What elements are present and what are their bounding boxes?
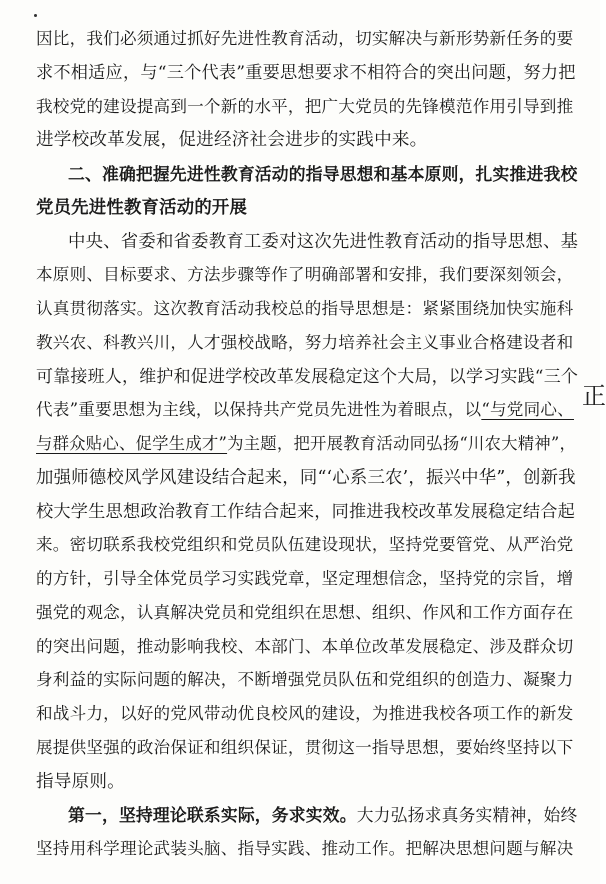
text-line: 强党的观念，认真解决党员和党组织在思想、组织、作风和工作方面存在 [36,603,574,622]
text-line: 坚持用科学理论武装头脑、指导实践、推动工作。把解决思想问题与解决 [36,839,574,858]
text-line: 加强师德校风学风建设结合起来，同“‘心系三农’，振兴中华”，创新我 [36,468,576,488]
text-line-mixed [36,399,574,421]
text-line: 校大学生思想政治教育工作结合起来，同推进我校改革发展稳定结合起 [36,502,576,522]
text-line: 展提供坚强的政治保证和组织保证，贯彻这一指导思想，要始终坚持以下 [36,738,574,757]
text-line: 求不相适应，与“三个代表”重要思想要求不相符合的突出问题，努力把 [36,63,576,83]
principle-heading: 第一，坚持理论联系实际，务求实效。 [68,805,357,825]
text-line: 中央、省委和省委教育工委对这次先进性教育活动的指导思想、基 [68,232,579,252]
text-line-mixed [68,804,577,826]
margin-annotation: 正 [582,382,606,410]
section-heading: 二、准确把握先进性教育活动的指导思想和基本原则，扎实推进我校 [68,164,578,184]
text-line: 我校党的建设提高到一个新的水平，把广大党员的先锋模范作用引导到推 [36,97,574,116]
text-line: 来。密切联系我校党组织和党员队伍建设现状，坚持党要管党、从严治党 [36,535,574,554]
text-line: 本原则、目标要求、方法步骤等作了明确部署和安排，我们要深刻领会， [36,265,574,284]
text-line: 的方针，引导全体党员学习实践党章，坚定理想信念，坚持党的宗旨，增 [36,569,574,588]
text-line: 认真贯彻落实。这次教育活动我校总的指导思想是：紧紧围绕加快实施科 [36,299,574,318]
text-segment: 为主题，把开展教育活动同弘扬“川农大精神”， [227,434,577,453]
text-line: 可靠接班人，维护和促进学校改革发展稳定这个大局，以学习实践“三个 [36,367,579,387]
underlined-theme: 与群众贴心、促学生成才” [36,434,228,453]
text-line: 进学校改革发展，促进经济社会进步的实践中来。 [36,130,428,150]
text-segment: 代表”重要思想为主线，以保持共产党员先进性为着眼点，以 [36,400,482,419]
text-line: 和战斗力，以好的党风带动优良校风的建设，为推进我校各项工作的新发 [36,704,574,723]
underlined-theme: “与党同心、 [481,400,574,419]
text-segment: 大力弘扬求真务实精神，始终 [356,805,578,825]
text-line: 教兴农、科教兴川，人才强校战略，努力培养社会主义事业合格建设者和 [36,333,574,352]
text-line: 的突出问题，推动影响我校、本部门、本单位改革发展稳定、涉及群众切 [36,637,574,656]
text-line: 指导原则。 [36,772,125,792]
text-line: 身利益的实际问题的解决，不断增强党员队伍和党组织的创造力、凝聚力 [36,670,574,689]
text-line: 因比，我们必须通过抓好先进性教育活动，切实解决与新形势新任务的要 [36,29,574,48]
text-line-mixed [36,433,576,455]
page-speck [34,14,37,17]
section-heading: 党员先进性教育活动的开展 [36,198,248,218]
